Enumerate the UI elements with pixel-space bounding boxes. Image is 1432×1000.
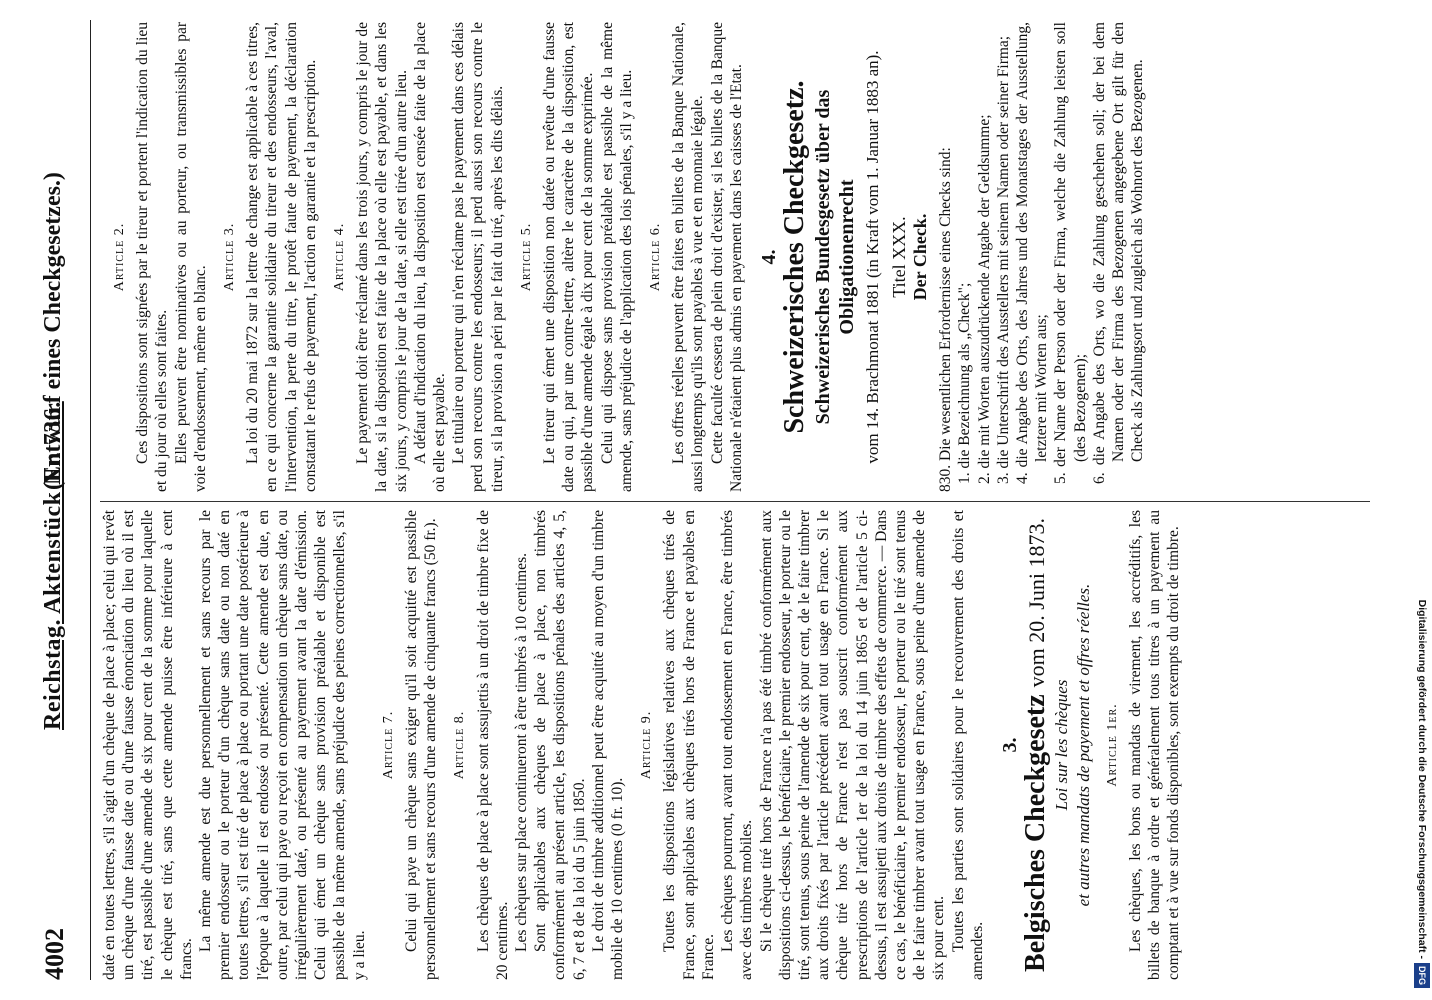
paragraph: A défaut d'indication du lieu, la disposition est censée faite de la place où elle est payable.: [411, 22, 449, 492]
header-rule: [90, 20, 91, 980]
requirements-list: [955, 22, 1147, 492]
list-item: 2. die mit Worten auszudrückende Angabe der Geldsumme;: [975, 114, 993, 484]
header-left-text: Reichstag. Aktenstück Nr. 736.: [40, 401, 66, 730]
right-column: [100, 22, 1370, 492]
page-number: 4002: [40, 928, 69, 980]
paragraph: Toutes les dispositions législatives relatives aux chèques tirés de France, sont applicables aux chèques tirés hors de France et payables en France.: [661, 510, 717, 980]
list-item: 4. die Angabe des Orts, des Jahres und des Monatstages der Ausstellung, letztere mit Worten aus;: [1013, 22, 1051, 484]
list-item: 1. die Bezeichnung als „Check";: [956, 282, 974, 484]
dfg-logo: DFG: [1414, 963, 1430, 988]
paragraph: Elles peuvent être nominatives ou au porteur, ou transmissibles par voie d'endossement, même en blanc.: [172, 22, 209, 492]
left-column: [100, 510, 1370, 980]
paragraph: Le payement doit être réclamé dans les trois jours, y compris le jour de la date, si la disposition est faite de la place où elle est payable, et dans les six jours, y compris le jour de la date, si elle est tirée d'un autre lieu.: [354, 22, 410, 492]
section-title-main: Belgisches Checkgesetz: [1020, 694, 1052, 972]
titel-subheading: Der Check.: [909, 213, 930, 301]
section-title-date: vom 20. Juni 1873.: [1024, 518, 1050, 688]
paragraph: 830. Die wesentlichen Erfordernisse eines Checks sind:: [937, 147, 955, 492]
paragraph: Le droit de timbre additionnel peut être acquitté au moyen d'un timbre mobile de 10 centimes (0 fr. 10).: [589, 510, 627, 980]
page-header: [40, 20, 80, 980]
section-title: Schweizerisches Checkgesetz.: [779, 80, 811, 434]
paragraph: Les chèques, les bons ou mandats de virement, les accréditifs, les billets de banque à ordre et généralement tous titres à un payement au comptant et à vue sur fonds disponibles, sont exempts du droit de timbre.: [1126, 510, 1183, 980]
titel-heading: Titel XXX.: [888, 216, 909, 298]
paragraph: Les chèques pourront, avant tout endossement en France, être timbrés avec des timbres mobiles.: [719, 510, 756, 980]
paragraph: La même amende est due personnellement et sans recours par le premier endosseur ou le porteur d'un chèque sans date ou non daté en toutes lettres, s'il est tiré de place à place ou portant une date postérieure à l'époque à laquelle il est endossé ou présenté. Cette amende est due, en outre, par celui qui paye ou reçoit en compensation un chèque sans date, ou irrégulièrement daté, ou présenté au payement avant la date d'émission. Celui qui émet un chèque sans provision préalable et disponible est passible de la même amende, sans préjudice des peines correctionnelles, s'il y a lieu.: [197, 510, 368, 980]
article-heading: Article 7.: [380, 710, 396, 780]
article-heading: Article 5.: [518, 222, 534, 292]
paragraph: Si le chèque tiré hors de France n'a pas été timbré conformément aux dispositions ci-dessus, le bénéficiaire, le premier endosseur, le porteur ou le tiré, sont tenus, sous peine de l'amende de six pour cent, de le faire timbrer aux droits fixés par l'article précédent avant tout usage en France. Si le chèque tiré hors de France n'est pas souscrit conformément aux prescriptions de l'article 1er de la loi du 14 juin 1865 et de l'article 5 ci-dessus, il est assujetti aux droits de timbre des effets de commerce. — Dans ce cas, le bénéficiaire, le premier endosseur, le porteur ou le tiré sont tenus de le faire timbrer avant tout usage en France, sous peine d'une amende de six pour cent.: [757, 510, 948, 980]
article-heading: Article 3.: [222, 222, 238, 292]
rotated-page: [10, 20, 1410, 980]
paragraph: Le tireur qui émet une disposition non datée ou revêtue d'une fausse date ou qui, par une contre-lettre, altère le caractère de la disposition, est passible d'une amende égale à dix pour cent de la somme exprimée.: [541, 22, 597, 492]
article-heading: Article 9.: [639, 710, 655, 780]
list-item: 5. der Name der Person oder der Firma, welche die Zahlung leisten soll (des Bezogenen);: [1052, 22, 1089, 484]
paragraph: Le titulaire ou porteur qui n'en réclame pas le payement dans ces délais perd son recours contre les endosseurs; il perd aussi son recours contre le tireur, si la provision a péri par le fait du tiré, après les dits délais.: [450, 22, 506, 492]
law-date: vom 14. Brachmonat 1881 (in Kraft vom 1. Januar 1883 an).: [862, 50, 882, 464]
paragraph: Celui qui dispose sans provision préalable est passible de la même amende, sans préjudice de l'application des lois pénales, s'il y a lieu.: [598, 22, 635, 492]
section-number: 4.: [758, 249, 781, 265]
header-right-text: (Entwurf eines Checkgesetzes.): [40, 172, 66, 490]
section-subtitle: et autres mandats de payement et offres réelles.: [1073, 583, 1093, 907]
article-heading: Article 2.: [112, 222, 127, 292]
paragraph: Sont applicables aux chèques de place à place, non timbrés conformément au présent article, les dispositions pénales des articles 4, 5, 6, 7 et 8 de la loi du 5 juin 1850.: [532, 510, 588, 980]
funding-note-text: Digitalisierung gefördert durch die Deutsche Forschungsgemeinschaft -: [1416, 599, 1428, 959]
article-heading: Article 1er.: [1104, 703, 1120, 787]
paragraph: Ces dispositions sont signées par le tireur et portent l'indication du lieu et du jour où elles sont faites.: [134, 22, 171, 492]
paragraph: La loi du 20 mai 1872 sur la lettre de change est applicable à ces titres, en ce qui concerne la garantie solidaire du tireur et des endosseurs, l'aval, l'intervention, la perte du titre, le protêt faute de payement, la déclaration constatant le refus de payement, l'action en garantie et la prescription.: [244, 22, 319, 492]
funding-note-text-wrap: [1414, 8, 1430, 988]
paragraph: Celui qui paye un chèque sans exiger qu'il soit acquitté est passible personnellement et sans recours d'une amende de cinquante francs (50 fr.).: [403, 510, 440, 980]
section-number: 3.: [998, 737, 1021, 753]
paragraph: daté en toutes lettres, s'il s'agit d'un chèque de place à place; celui qui revêt un chèque d'une fausse date ou d'une fausse énonciation du lieu où il est tiré, est passible d'une amende de six pour cent de la somme pour laquelle le chèque est tiré, sans que cette amende puisse être inférieure à cent francs.: [101, 510, 195, 980]
paragraph: Les offres réelles peuvent être faites en billets de la Banque Nationale, aussi longtemps qu'ils sont payables à vue et en monnaie légale.: [670, 22, 707, 492]
paragraph: Les chèques de place à place sont assujettis à un droit de timbre fixe de 20 centimes.: [474, 510, 511, 980]
paragraph: Cette faculté cessera de plein droit d'exister, si les billets de la Banque Nationale n'étaient plus admis en payement dans les caisses de l'Etat.: [708, 22, 745, 492]
list-item: 6. die Angabe des Orts, wo die Zahlung geschehen soll; der bei dem Namen oder der Firma des Bezogenen angegebene Ort gilt für den Check als Zahlungsort und zugleich als Wohnort des Bezogenen.: [1090, 22, 1147, 484]
section-title: [1020, 510, 1052, 980]
paragraph: Toutes les parties sont solidaires pour le recouvrement des droits et amendes.: [949, 510, 986, 980]
article-heading: Article 8.: [452, 710, 468, 780]
section-subtitle: Loi sur les chèques: [1052, 679, 1072, 811]
list-item: 3. die Unterschrift des Ausstellers mit seinem Namen oder seiner Firma;: [994, 35, 1012, 484]
article-heading: Article 6.: [648, 222, 664, 292]
law-title: Schweizerisches Bundesgesetz über das Obligationenrecht: [811, 89, 858, 425]
column-rule: [100, 501, 1370, 502]
article-heading: Article 4.: [332, 222, 348, 292]
funding-note: [1416, 8, 1432, 988]
paragraph: Les chèques sur place continueront à être timbrés à 10 centimes.: [513, 553, 531, 952]
